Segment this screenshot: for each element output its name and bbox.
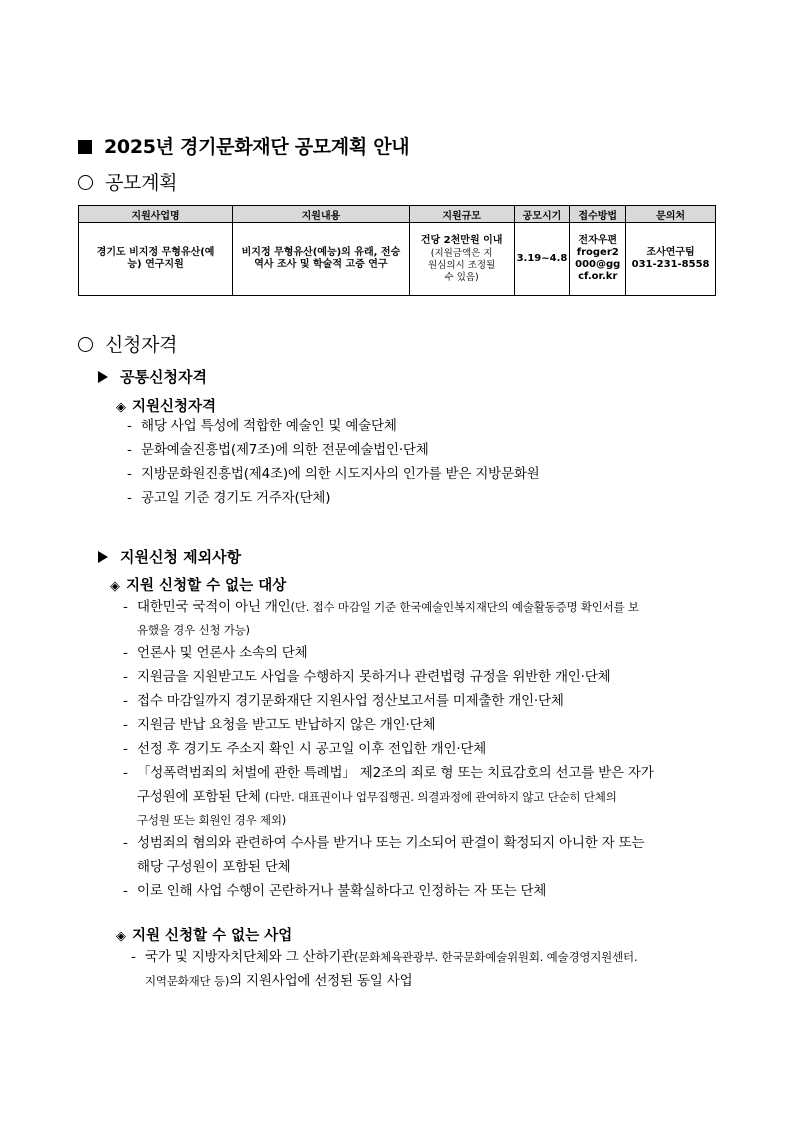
list-item: - 공고일 기준 경기도 거주자(단체) [127, 490, 331, 506]
list-item: - 선정 후 경기도 주소지 확인 시 공고일 이후 전입한 개인·단체 [123, 741, 487, 757]
col-header-period: 공모시기 [514, 206, 570, 223]
common-subheading: ◈ 지원신청자격 [116, 399, 217, 415]
cell-content: 비지정 무형유산(예능)의 유래, 전승 역사 조사 및 학술적 고증 연구 [233, 223, 410, 296]
targets-list [123, 595, 654, 903]
list-item: - 국가 및 지방자치단체와 그 산하기관(문화체육관광부. 한국문화예술위원회. 예술경영지원센터. [131, 949, 638, 965]
col-header-contact: 문의처 [626, 206, 716, 223]
plan-table [78, 205, 716, 296]
diamond-bullet-icon: ◈ [116, 400, 126, 415]
list-item-continuation: 유했을 경우 신청 가능) [137, 623, 250, 637]
list-item-continuation: 해당 구성원이 포함된 단체 [137, 859, 291, 875]
common-heading: 공통신청자격 [98, 366, 207, 387]
page-title: 2025년 경기문화재단 공모계획 안내 [78, 132, 409, 159]
circle-bullet-icon [78, 337, 93, 352]
table-row [79, 223, 716, 296]
diamond-bullet-icon: ◈ [116, 929, 126, 944]
diamond-bullet-icon: ◈ [110, 579, 120, 594]
cell-period: 3.19~4.8 [514, 223, 570, 296]
cell-method [570, 223, 626, 296]
phone-number: 031-231-8558 [631, 259, 710, 270]
list-item: - 지원금 반납 요청을 받고도 반납하지 않은 개인·단체 [123, 717, 436, 733]
cell-scale: 건당 2천만원 이내 (지원금액은 지원심의시 조정될 수 있음) [409, 223, 514, 296]
list-item: - 접수 마감일까지 경기문화재단 지원사업 정산보고서를 미제출한 개인·단체 [123, 693, 564, 709]
list-item: - 언론사 및 언론사 소속의 단체 [123, 645, 308, 661]
list-item: - 성범죄의 혐의와 관련하여 수사를 받거나 또는 기소되어 판결이 확정되지 아니한 자 또는 [123, 835, 645, 851]
exclusions-heading: 지원신청 제외사항 [98, 546, 241, 567]
col-header-program: 지원사업명 [79, 206, 233, 223]
cell-contact: 조사연구팀 031-231-8558 [626, 223, 716, 296]
email-link[interactable]: 전자우편 froger2000@ggcf.or.kr [575, 235, 621, 282]
col-header-method: 접수방법 [570, 206, 626, 223]
list-item: - 지방문화원진흥법(제4조)에 의한 시도지사의 인가를 받은 지방문화원 [127, 466, 540, 482]
targets-heading: ◈ 지원 신청할 수 없는 대상 [110, 578, 287, 594]
col-header-scale: 지원규모 [409, 206, 514, 223]
triangle-bullet-icon [98, 551, 108, 563]
list-item: - 문화예술진흥법(제7조)에 의한 전문예술법인·단체 [127, 442, 429, 458]
table-header-row [79, 206, 716, 223]
list-item: - 이로 인해 사업 수행이 곤란하거나 불확실하다고 인정하는 자 또는 단체 [123, 883, 547, 899]
projects-list [131, 945, 637, 993]
eligibility-heading: 신청자격 [78, 330, 177, 357]
cell-program: 경기도 비지정 무형유산(예능) 연구지원 [79, 223, 233, 296]
triangle-bullet-icon [98, 371, 108, 383]
list-item: - 대한민국 국적이 아닌 개인(단. 접수 마감일 기준 한국예술인복지재단의 예술활동증명 확인서를 보 [123, 599, 639, 615]
list-item-continuation: 지역문화재단 등)의 지원사업에 선정된 동일 사업 [145, 973, 413, 989]
col-header-content: 지원내용 [233, 206, 410, 223]
projects-heading: ◈ 지원 신청할 수 없는 사업 [116, 928, 293, 944]
list-item: - 해당 사업 특성에 적합한 예술인 및 예술단체 [127, 418, 397, 434]
plan-heading: 공모계획 [78, 168, 177, 195]
list-item-continuation: 구성원 또는 회원인 경우 제외) [137, 813, 287, 827]
list-item: - 「성폭력범죄의 처벌에 관한 특례법」 제2조의 죄로 형 또는 치료감호의 선고를 받은 자가 [123, 765, 654, 781]
black-square-icon [78, 140, 92, 154]
list-item-continuation: 구성원에 포함된 단체 (다만. 대표권이나 업무집행권. 의결과정에 관여하지 않고 단순히 단체의 [137, 789, 617, 805]
list-item: - 지원금을 지원받고도 사업을 수행하지 못하거나 관련법령 규정을 위반한 개인·단체 [123, 669, 611, 685]
common-list [127, 414, 540, 510]
circle-bullet-icon [78, 175, 93, 190]
